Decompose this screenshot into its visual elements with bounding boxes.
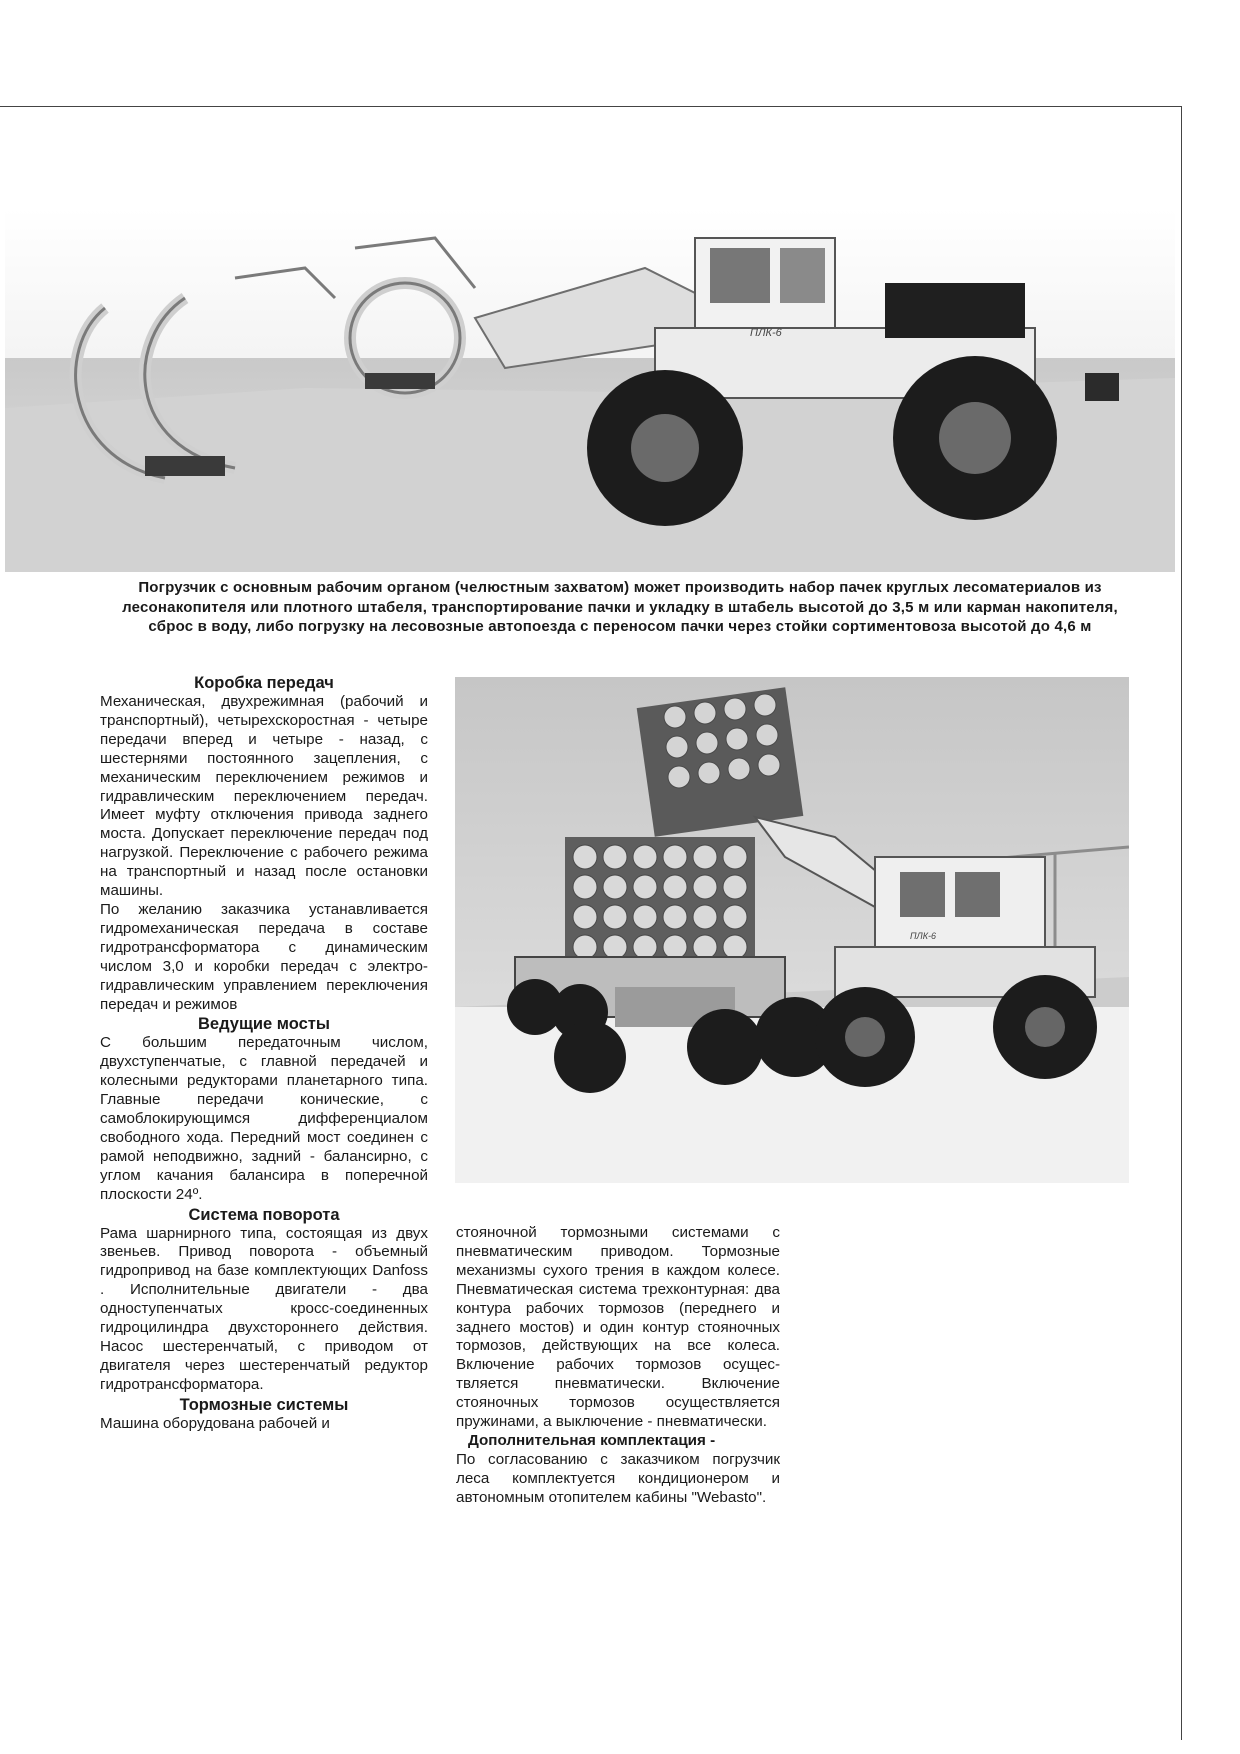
brakes-text-part1: Машина оборудована рабочей и (100, 1414, 330, 1432)
axles-heading: Ведущие мосты (198, 1015, 330, 1034)
text-column-left (100, 673, 428, 1434)
options-heading: Дополнительная комплектация - (468, 1431, 716, 1449)
gearbox-heading: Коробка передач (194, 674, 334, 692)
cab-label: ПЛК-6 (750, 327, 782, 339)
axles-text: С большим передаточным числом, двухступенчатые, с главной передачей и колесными редукторами планетарного типа. Главные передачи конические, с самоблокирующимся дифференциалом свободного хода. Передний мост соединен с рамой неподвижно, задний - балансирно, с углом качания балансира в поперечной плоскости 24º. (100, 1034, 428, 1203)
brakes-text-part2: стояночной тормозными системами с пневматическим приводом. Тормозные механизмы сухого трения в каждом колесе. Пневматическая система трехконтурная: два контура рабочих тормозов (переднего и заднего мостов) и один контур стояночных тормозов, действующих на все колеса. Включение рабочих тормозов осущес-твляется пневматически. Включение стояночных тормозов осуществляется пружинами, а выключение - пневматически. (456, 1224, 780, 1431)
steering-heading: Система поворота (188, 1205, 340, 1224)
text-column-right (456, 1224, 780, 1508)
options-text: По согласованию с заказчиком погрузчик леса комплектуется кондиционером и автономным отопителем кабины "Webasto". (456, 1450, 780, 1506)
options-heading-line (456, 1432, 780, 1451)
cab-label-2: ПЛК-6 (910, 931, 936, 941)
right-rule (1181, 106, 1182, 1740)
gearbox-text: Механическая, двухрежимная (рабочий и транспортный), четырехскоростная - четыре передачи вперед и четыре - назад, с шестернями постоянного зацепления, с механическим переключением режимов и гидравлическим переключением передач. Имеет муфту отключения привода заднего моста. Допускает переключение передач под нагрузкой. Переключение с рабочего режима на транспортный и назад после остановки машины. (100, 693, 428, 900)
loader-loading-truck-photo (455, 677, 1129, 1183)
loader-side-view-illustration (5, 208, 1175, 572)
loader-side-view-photo (5, 208, 1175, 572)
gearbox-text-2: По желанию заказчика устанавливается гидромеханическая передача в составе гидротрансформатора с динамическим числом 3,0 и коробки передач с электро-гидравлическим управлением переключения передач и режимов (100, 900, 428, 1013)
top-rule (0, 106, 1182, 107)
steering-text: Рама шарнирного типа, состоящая из двух звеньев. Привод поворота - объемный гидропривод на базе комплектующих Danfoss . Исполнительные двигатели - два одноступенчатых кросс-соединенных гидроцилиндра двухстороннего действия. Насос шестеренчатый, с приводом от двигателя через шестеренчатый редуктор гидротрансформатора. (100, 1224, 428, 1393)
photo-caption: Погрузчик с основным рабочим органом (челюстным захватом) может производить набор пачек круглых лесоматериалов из лесонакопителя или плотного штабеля, транспортирование пачки и укладку в штабель высотой до 3,5 м или карман накопителя, сброс в воду, либо погрузку на лесовозные автопоезда с переносом пачки через стойки сортиментовоза высотой до 4,6 м (122, 579, 1118, 635)
loading-truck-illustration (455, 677, 1129, 1183)
brakes-heading: Тормозные системы (179, 1395, 349, 1414)
